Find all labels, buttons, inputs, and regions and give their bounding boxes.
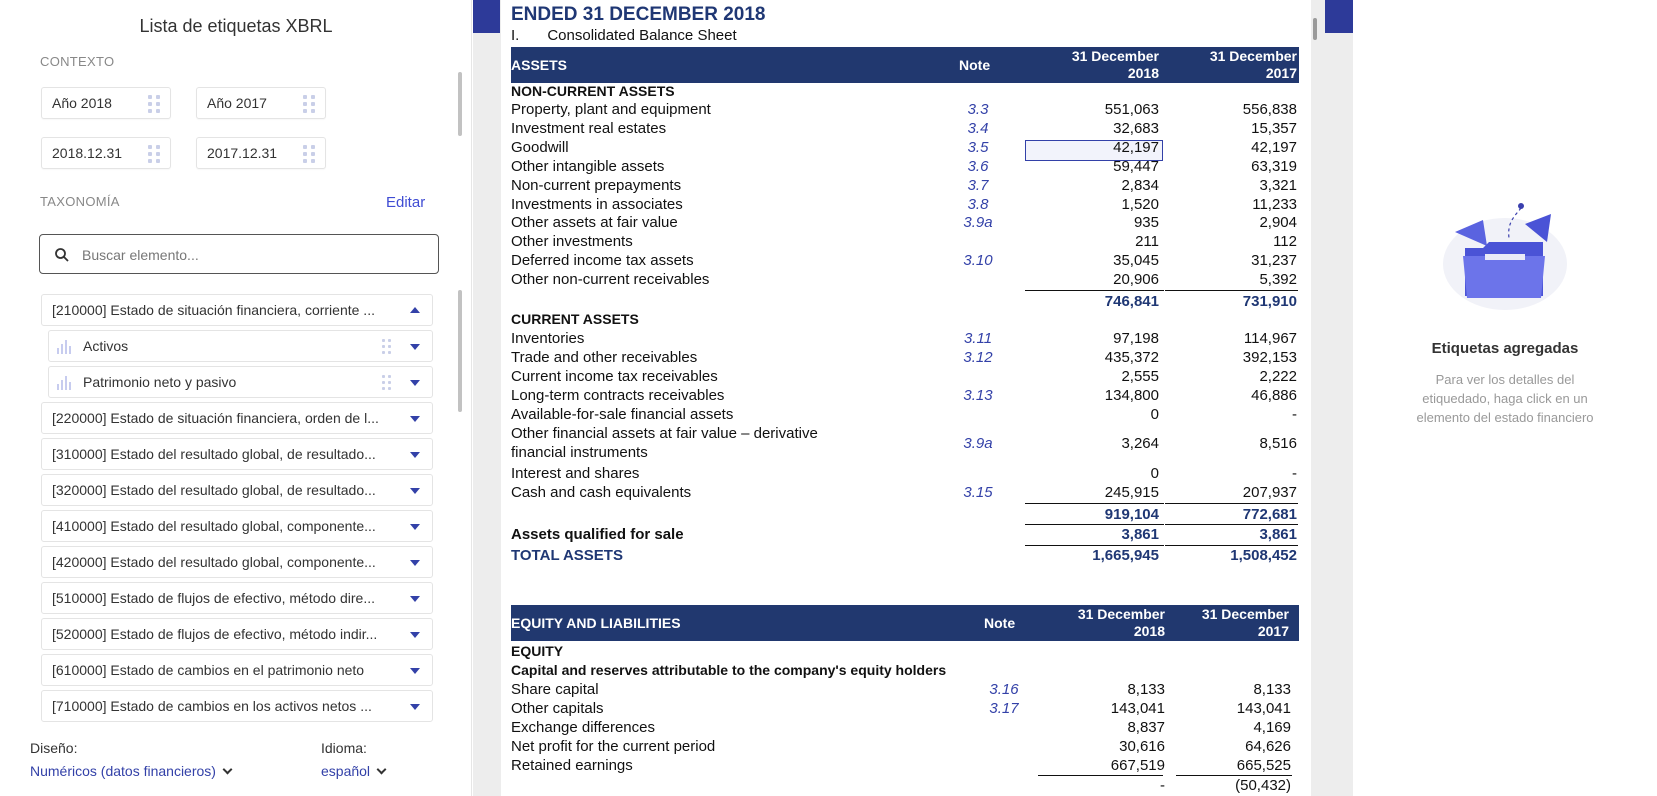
collapse-caret-icon[interactable] — [410, 307, 420, 313]
context-chip-year-2017[interactable] — [196, 87, 326, 119]
value-2017[interactable]: 15,357 — [1251, 119, 1297, 137]
total-rule — [1165, 290, 1298, 291]
row-label-line1: Other financial assets at fair value – derivative — [511, 425, 818, 442]
expand-caret-icon[interactable] — [410, 560, 420, 566]
statement-row — [511, 214, 1297, 233]
taxonomy-scrollbar[interactable] — [458, 290, 462, 412]
row-label: Available-for-sale financial assets — [511, 405, 734, 423]
value-2018[interactable]: 746,841 — [1104, 293, 1159, 310]
drag-handle-icon[interactable] — [148, 95, 162, 113]
total-rule — [1176, 775, 1292, 776]
value-2018[interactable]: 935 — [1133, 214, 1159, 232]
context-chip-label: 2017.12.31 — [207, 145, 278, 161]
page-header-band-left — [473, 0, 500, 33]
taxonomy-item-label: [220000] Estado de situación financiera, orden de l... — [52, 410, 379, 426]
header-title: EQUITY AND LIABILITIES — [511, 615, 681, 631]
context-scrollbar[interactable] — [458, 72, 462, 136]
taxonomy-item-320000[interactable] — [41, 474, 433, 506]
statement-row — [511, 465, 1297, 484]
value-2018[interactable]: 35,045 — [1113, 252, 1159, 270]
value-2018[interactable]: 42,197 — [1113, 138, 1159, 156]
drag-handle-icon[interactable] — [303, 145, 317, 163]
value-2017[interactable]: 731,910 — [1242, 293, 1297, 310]
row-note[interactable]: 3.5 — [967, 138, 989, 156]
statement-row — [511, 719, 1291, 738]
value-2017[interactable]: 8,516 — [1259, 435, 1297, 452]
value-2017[interactable]: 2,222 — [1259, 367, 1297, 385]
row-label: Net profit for the current period — [511, 737, 716, 755]
statement-row — [511, 700, 1291, 719]
row-note[interactable]: 3.4 — [967, 119, 989, 137]
row-label: Goodwill — [511, 138, 569, 156]
value-2017[interactable]: 1,508,452 — [1230, 547, 1297, 564]
expand-caret-icon[interactable] — [410, 416, 420, 422]
statement-heading: ENDED 31 DECEMBER 2018 — [511, 4, 766, 25]
row-note[interactable]: 3.16 — [989, 681, 1019, 698]
statement-row — [511, 349, 1297, 368]
value-2017[interactable]: - — [1292, 465, 1297, 482]
document-scrollbar[interactable] — [1313, 18, 1317, 40]
value-2018[interactable]: 1,665,945 — [1092, 547, 1159, 564]
current-total-row — [511, 506, 1297, 525]
context-label: CONTEXTO — [40, 54, 115, 69]
current-assets-title: CURRENT ASSETS — [511, 311, 639, 327]
statement-row — [511, 139, 1297, 158]
statement-row — [511, 120, 1297, 139]
equity-subtitle: Capital and reserves attributable to the company's equity holders — [511, 662, 947, 678]
taxonomy-item-label: Activos — [83, 338, 129, 354]
edit-taxonomy-link[interactable]: Editar — [386, 194, 426, 211]
value-2018[interactable]: 32,683 — [1113, 119, 1159, 137]
value-2018[interactable]: 245,915 — [1104, 483, 1159, 501]
value-2017[interactable]: 8,133 — [1253, 681, 1291, 698]
statement-row — [511, 252, 1297, 271]
row-label: Interest and shares — [511, 465, 640, 482]
drag-handle-icon[interactable] — [148, 145, 162, 163]
value-2017[interactable]: 114,967 — [1243, 330, 1297, 347]
row-note[interactable]: 3.17 — [989, 699, 1019, 717]
statement-row — [511, 738, 1291, 757]
value-2018[interactable]: 919,104 — [1104, 506, 1159, 523]
row-note[interactable]: 3.15 — [963, 483, 993, 501]
row-note[interactable]: 3.10 — [963, 252, 993, 270]
value-2017[interactable]: 556,838 — [1242, 101, 1297, 118]
statement-row-derivative — [511, 425, 1297, 465]
value-2018[interactable]: 0 — [1150, 465, 1159, 482]
statement-row — [511, 196, 1297, 215]
taxonomy-item-label: [210000] Estado de situación financiera, corriente ... — [52, 302, 375, 318]
value-2018[interactable]: 211 — [1135, 233, 1159, 251]
row-label: Exchange differences — [511, 718, 655, 736]
assets-qualified-row — [511, 526, 1297, 545]
row-note[interactable]: 3.13 — [963, 386, 993, 404]
section-title — [511, 27, 737, 44]
taxonomy-item-510000[interactable] — [41, 582, 433, 614]
expand-caret-icon[interactable] — [410, 524, 420, 530]
statement-row — [511, 368, 1297, 387]
row-note[interactable]: 3.3 — [967, 101, 989, 118]
total-rule — [1038, 775, 1163, 776]
chevron-down-icon — [377, 765, 387, 775]
total-rule — [1025, 545, 1164, 546]
taxonomy-subitem-patrimonio[interactable] — [48, 366, 433, 398]
search-icon — [54, 247, 70, 263]
value-2017[interactable]: 11,233 — [1252, 195, 1297, 213]
value-2017[interactable]: - — [1292, 405, 1297, 423]
total-rule — [1165, 524, 1298, 525]
xbrl-tag-panel — [0, 0, 472, 796]
context-chip-2017-12-31[interactable] — [196, 137, 326, 169]
value-2018[interactable]: 2,555 — [1121, 367, 1159, 385]
language-value: español — [321, 763, 371, 779]
total-assets-row — [511, 547, 1297, 566]
row-label: Long-term contracts receivables — [511, 386, 725, 404]
row-label: Investments in associates — [511, 195, 683, 213]
context-chip-label: Año 2018 — [52, 95, 112, 111]
value-2018[interactable]: 1,520 — [1121, 195, 1159, 213]
search-box — [39, 234, 439, 274]
section-name: Consolidated Balance Sheet — [547, 27, 737, 44]
aggregated-tags-description: Para ver los detalles del etiquedado, haga click en un elemento del estado financiero — [1416, 372, 1594, 425]
total-rule — [1025, 503, 1164, 504]
header-col-2018: 31 December 2018 — [1071, 48, 1159, 81]
expand-caret-icon[interactable] — [410, 704, 420, 710]
value-2018[interactable]: 59,447 — [1113, 157, 1159, 175]
value-2017[interactable]: 112 — [1273, 233, 1297, 251]
taxonomy-item-310000[interactable] — [41, 438, 433, 470]
value-2017[interactable]: 64,626 — [1245, 737, 1291, 755]
total-rule — [1165, 545, 1298, 546]
value-2017[interactable]: 4,169 — [1253, 718, 1291, 736]
header-note: Note — [959, 57, 991, 73]
chevron-down-icon — [223, 765, 233, 775]
statement-row — [511, 387, 1297, 406]
row-label-line2: financial instruments — [511, 444, 648, 461]
bar-chart-icon — [57, 340, 73, 354]
statement-row — [511, 484, 1297, 503]
row-label: Trade and other receivables — [511, 348, 698, 366]
row-label: Investment real estates — [511, 119, 667, 137]
design-select[interactable] — [30, 763, 231, 779]
expand-caret-icon[interactable] — [410, 344, 420, 350]
section-number: I. — [511, 27, 520, 44]
equity-table-header — [511, 605, 1299, 641]
value-2017[interactable]: 42,197 — [1251, 138, 1297, 156]
expand-caret-icon[interactable] — [410, 452, 420, 458]
taxonomy-item-210000[interactable] — [41, 294, 433, 326]
row-label: Property, plant and equipment — [511, 101, 711, 118]
header-col-2017: 31 December 2017 — [1201, 606, 1289, 639]
row-label: Deferred income tax assets — [511, 252, 694, 270]
equity-title: EQUITY — [511, 643, 564, 659]
taxonomy-item-label: [310000] Estado del resultado global, de resultado... — [52, 446, 376, 462]
value-2017[interactable]: 31,237 — [1251, 252, 1297, 270]
context-chip-year-2018[interactable] — [41, 87, 171, 119]
row-label: Inventories — [511, 330, 585, 347]
value-2018[interactable]: 20,906 — [1113, 271, 1159, 289]
row-label: Assets qualified for sale — [511, 526, 684, 543]
value-2018[interactable]: 3,861 — [1121, 526, 1159, 543]
row-label: Other non-current receivables — [511, 271, 710, 289]
expand-caret-icon[interactable] — [410, 632, 420, 638]
header-col-2017: 31 December 2017 — [1209, 48, 1297, 81]
value-2017[interactable]: 3,321 — [1259, 176, 1297, 194]
value-2018[interactable]: 8,133 — [1127, 681, 1165, 698]
statement-row — [511, 330, 1297, 349]
value-2017[interactable]: 143,041 — [1236, 699, 1291, 717]
row-note[interactable]: 3.11 — [963, 330, 993, 347]
row-label: Share capital — [511, 681, 599, 698]
value-2018[interactable]: 2,834 — [1121, 176, 1159, 194]
taxonomy-item-410000[interactable] — [41, 510, 433, 542]
value-2017[interactable]: (50,432) — [1235, 777, 1291, 794]
value-2018[interactable]: 97,198 — [1113, 330, 1159, 347]
expand-caret-icon[interactable] — [410, 380, 420, 386]
total-rule — [1025, 524, 1164, 525]
context-chip-2018-12-31[interactable] — [41, 137, 171, 169]
statement-row — [511, 681, 1291, 700]
search-input[interactable] — [82, 244, 422, 266]
language-label: Idioma: — [321, 740, 367, 756]
taxonomy-item-label: [410000] Estado del resultado global, componente... — [52, 518, 376, 534]
taxonomy-item-220000[interactable] — [41, 402, 433, 434]
taxonomy-label: TAXONOMÍA — [40, 194, 120, 209]
taxonomy-item-label: [510000] Estado de flujos de efectivo, método dire... — [52, 590, 375, 606]
bar-chart-icon — [57, 376, 73, 390]
taxonomy-item-label: Patrimonio neto y pasivo — [83, 374, 237, 390]
value-2017[interactable]: 772,681 — [1242, 506, 1297, 523]
value-2018[interactable]: 8,837 — [1127, 718, 1165, 736]
row-note[interactable]: 3.8 — [967, 195, 989, 213]
statement-row — [511, 158, 1297, 177]
aggregated-tags-title: Etiquetas agregadas — [1431, 340, 1579, 357]
header-note: Note — [984, 615, 1016, 631]
folder-illustration-icon — [1425, 186, 1585, 316]
taxonomy-item-610000[interactable] — [41, 654, 433, 686]
noncurrent-assets-title: NON-CURRENT ASSETS — [511, 83, 675, 99]
value-2018[interactable]: 3,264 — [1121, 435, 1159, 452]
taxonomy-item-420000[interactable] — [41, 546, 433, 578]
drag-handle-icon[interactable] — [382, 375, 396, 393]
row-note[interactable]: 3.6 — [967, 157, 989, 175]
value-2017[interactable]: 392,153 — [1242, 348, 1297, 366]
expand-caret-icon[interactable] — [410, 596, 420, 602]
value-2017[interactable]: 3,861 — [1259, 526, 1297, 543]
value-2017[interactable]: 665,525 — [1236, 756, 1291, 774]
row-label: TOTAL ASSETS — [511, 547, 623, 564]
aggregated-tags-panel — [1353, 0, 1657, 796]
taxonomy-item-520000[interactable] — [41, 618, 433, 650]
total-rule — [1025, 290, 1164, 291]
design-value: Numéricos (datos financieros) — [30, 763, 216, 779]
row-note[interactable]: 3.9a — [963, 435, 993, 452]
drag-handle-icon[interactable] — [382, 339, 396, 357]
value-2017[interactable]: 2,904 — [1259, 214, 1297, 232]
statement-row — [511, 406, 1297, 425]
drag-handle-icon[interactable] — [303, 95, 317, 113]
language-select[interactable] — [321, 763, 385, 779]
taxonomy-item-label: [420000] Estado del resultado global, componente... — [52, 554, 376, 570]
taxonomy-item-label: [710000] Estado de cambios en los activos netos ... — [52, 698, 372, 714]
row-label: Non-current prepayments — [511, 176, 682, 194]
value-2018[interactable]: - — [1160, 777, 1165, 794]
context-chip-label: 2018.12.31 — [52, 145, 123, 161]
value-2018[interactable]: 30,616 — [1119, 737, 1165, 755]
statement-row — [511, 101, 1297, 120]
value-2017[interactable]: 5,392 — [1259, 271, 1297, 289]
row-label: Other capitals — [511, 699, 604, 717]
value-2018[interactable]: 143,041 — [1110, 699, 1165, 717]
panel-title: Lista de etiquetas XBRL — [139, 16, 333, 36]
value-2018[interactable]: 551,063 — [1104, 101, 1159, 118]
statement-row-trailing — [511, 777, 1291, 796]
value-2018[interactable]: 134,800 — [1104, 386, 1159, 404]
row-note[interactable]: 3.7 — [967, 176, 989, 194]
statement-row — [511, 233, 1297, 252]
noncurrent-total-row — [511, 293, 1297, 312]
row-label: Other investments — [511, 233, 633, 251]
page-header-band-right — [1325, 0, 1353, 33]
value-2018[interactable]: 0 — [1150, 405, 1159, 423]
value-2017[interactable]: 46,886 — [1251, 386, 1297, 404]
row-label: Retained earnings — [511, 756, 633, 774]
value-2018[interactable]: 667,519 — [1110, 756, 1165, 774]
value-2017[interactable]: 207,937 — [1242, 483, 1297, 501]
row-label: Cash and cash equivalents — [511, 483, 692, 501]
context-chip-label: Año 2017 — [207, 95, 267, 111]
taxonomy-item-label: [320000] Estado del resultado global, de resultado... — [52, 482, 376, 498]
expand-caret-icon[interactable] — [410, 668, 420, 674]
assets-table-header — [511, 47, 1299, 83]
total-rule — [1165, 503, 1298, 504]
expand-caret-icon[interactable] — [410, 488, 420, 494]
design-label: Diseño: — [30, 740, 78, 756]
row-note[interactable]: 3.9a — [963, 214, 993, 232]
value-2017[interactable]: 63,319 — [1251, 157, 1297, 175]
header-title: ASSETS — [511, 57, 568, 73]
taxonomy-item-label: [610000] Estado de cambios en el patrimonio neto — [52, 662, 365, 678]
row-note[interactable]: 3.12 — [963, 348, 993, 366]
statement-row — [511, 271, 1297, 290]
row-label: Current income tax receivables — [511, 367, 718, 385]
value-2018[interactable]: 435,372 — [1104, 348, 1159, 366]
statement-row — [511, 757, 1291, 776]
statement-row — [511, 177, 1297, 196]
taxonomy-item-label: [520000] Estado de flujos de efectivo, método indir... — [52, 626, 378, 642]
taxonomy-subitem-activos[interactable] — [48, 330, 433, 362]
header-col-2018: 31 December 2018 — [1077, 606, 1165, 639]
row-label: Other assets at fair value — [511, 214, 678, 232]
taxonomy-item-710000[interactable] — [41, 690, 433, 722]
row-label: Other intangible assets — [511, 157, 665, 175]
